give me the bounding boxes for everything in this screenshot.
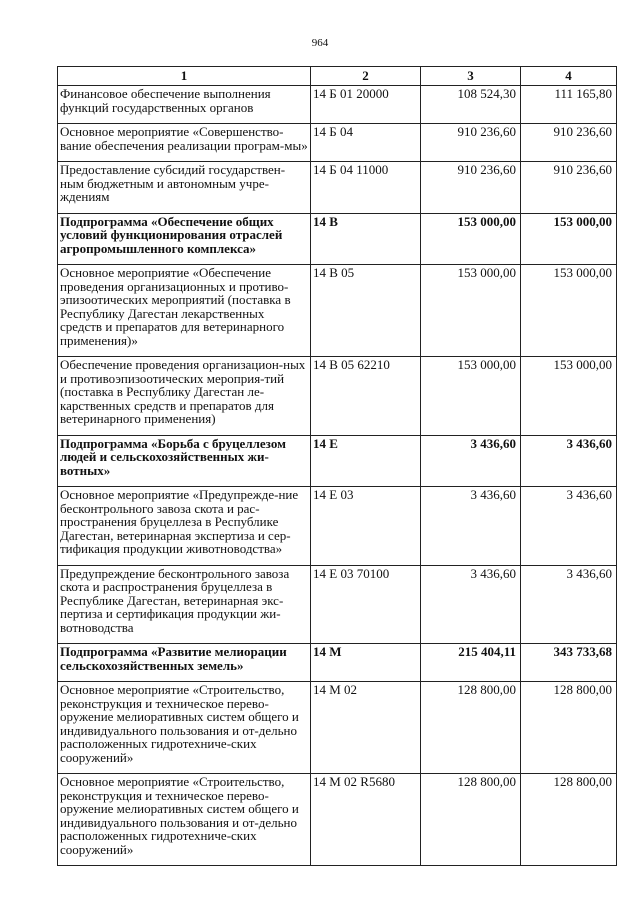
row-name-cell: Основное мероприятие «Предупрежде-ние бесконтрольного завоза скота и рас-пространения бруцеллеза в Республике Дагестан, ветеринарная экспертиза и сер-тификация продукции животноводства» — [58, 487, 311, 566]
row-code-cell: 14 М 02 — [311, 682, 421, 774]
row-code-cell: 14 В — [311, 213, 421, 265]
row-value-2-cell: 3 436,60 — [521, 565, 617, 644]
row-name-cell: Подпрограмма «Развитие мелиорации сельскохозяйственных земель» — [58, 644, 311, 682]
row-code-cell: 14 Б 04 11000 — [311, 162, 421, 214]
row-value-1-cell: 3 436,60 — [421, 487, 521, 566]
row-code-cell: 14 В 05 62210 — [311, 357, 421, 436]
row-value-2-cell: 153 000,00 — [521, 357, 617, 436]
row-value-1-cell: 108 524,30 — [421, 86, 521, 124]
row-name-cell: Основное мероприятие «Строительство, реконструкция и техническое перево-оружение мелиоративных систем общего и индивидуального пользования и от-дельно расположенных гидротехниче-ских сооружений» — [58, 774, 311, 866]
row-value-1-cell: 153 000,00 — [421, 265, 521, 357]
row-value-1-cell: 3 436,60 — [421, 435, 521, 487]
row-value-1-cell: 128 800,00 — [421, 682, 521, 774]
table-row — [58, 487, 617, 566]
row-name-cell: Предупреждение бесконтрольного завоза скота и распространения бруцеллеза в Республике Дагестан, ветеринарная экс-пертиза и сертификация продукции жи-вотноводства — [58, 565, 311, 644]
row-code-cell: 14 Б 04 — [311, 124, 421, 162]
row-value-2-cell: 3 436,60 — [521, 487, 617, 566]
row-value-2-cell: 910 236,60 — [521, 124, 617, 162]
column-header-4: 4 — [521, 67, 617, 86]
row-code-cell: 14 Е 03 70100 — [311, 565, 421, 644]
row-code-cell: 14 Е 03 — [311, 487, 421, 566]
row-name-cell: Финансовое обеспечение выполнения функций государственных органов — [58, 86, 311, 124]
row-value-1-cell: 153 000,00 — [421, 213, 521, 265]
table-row — [58, 357, 617, 436]
row-value-1-cell: 128 800,00 — [421, 774, 521, 866]
table-row — [58, 124, 617, 162]
column-header-3: 3 — [421, 67, 521, 86]
row-value-1-cell: 910 236,60 — [421, 162, 521, 214]
row-name-cell: Обеспечение проведения организацион-ных и противоэпизоотических мероприя-тий (поставка в Республику Дагестан ле-карственных средств и препаратов для ветеринарного применения) — [58, 357, 311, 436]
row-value-1-cell: 215 404,11 — [421, 644, 521, 682]
row-name-cell: Основное мероприятие «Строительство, реконструкция и техническое перево-оружение мелиоративных систем общего и индивидуального пользования и от-дельно расположенных гидротехниче-ских сооружений» — [58, 682, 311, 774]
row-code-cell: 14 М — [311, 644, 421, 682]
row-name-cell: Подпрограмма «Обеспечение общих условий функционирования отраслей агропромышленного комплекса» — [58, 213, 311, 265]
row-value-1-cell: 3 436,60 — [421, 565, 521, 644]
row-value-2-cell: 111 165,80 — [521, 86, 617, 124]
page-number: 964 — [311, 37, 329, 49]
row-code-cell: 14 М 02 R5680 — [311, 774, 421, 866]
column-header-1: 1 — [58, 67, 311, 86]
table-body — [58, 86, 617, 866]
row-value-2-cell: 128 800,00 — [521, 682, 617, 774]
table-row — [58, 565, 617, 644]
row-name-cell: Основное мероприятие «Совершенство-вание обеспечения реализации програм-мы» — [58, 124, 311, 162]
table-header-row — [58, 67, 617, 86]
row-value-1-cell: 153 000,00 — [421, 357, 521, 436]
table-row — [58, 86, 617, 124]
row-code-cell: 14 Е — [311, 435, 421, 487]
column-header-2: 2 — [311, 67, 421, 86]
row-value-2-cell: 343 733,68 — [521, 644, 617, 682]
row-name-cell: Подпрограмма «Борьба с бруцеллезом людей и сельскохозяйственных жи-вотных» — [58, 435, 311, 487]
row-value-2-cell: 153 000,00 — [521, 213, 617, 265]
table-row — [58, 162, 617, 214]
row-code-cell: 14 В 05 — [311, 265, 421, 357]
row-value-2-cell: 128 800,00 — [521, 774, 617, 866]
table-row — [58, 774, 617, 866]
row-value-2-cell: 910 236,60 — [521, 162, 617, 214]
row-value-2-cell: 153 000,00 — [521, 265, 617, 357]
table-row — [58, 265, 617, 357]
table-row — [58, 644, 617, 682]
table-row — [58, 682, 617, 774]
row-name-cell: Основное мероприятие «Обеспечение проведения организационных и противо-эпизоотических мероприятий (поставка в Республику Дагестан лекарственных средств и препаратов для ветеринарного применения)» — [58, 265, 311, 357]
row-value-1-cell: 910 236,60 — [421, 124, 521, 162]
budget-table — [57, 66, 617, 866]
table-row — [58, 213, 617, 265]
table-row — [58, 435, 617, 487]
row-name-cell: Предоставление субсидий государствен-ным бюджетным и автономным учре-ждениям — [58, 162, 311, 214]
row-value-2-cell: 3 436,60 — [521, 435, 617, 487]
row-code-cell: 14 Б 01 20000 — [311, 86, 421, 124]
